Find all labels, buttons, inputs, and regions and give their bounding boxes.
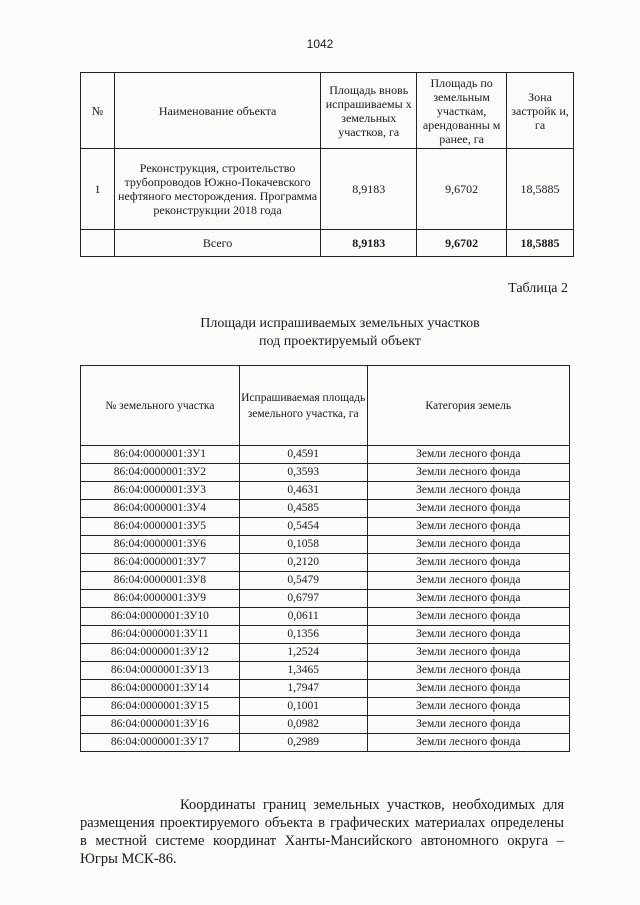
land-category: Земли лесного фонда <box>367 500 569 518</box>
plot-area: 0,1058 <box>239 536 367 554</box>
table-row <box>81 554 570 572</box>
zone-area: 18,5885 <box>507 149 574 230</box>
header-cell: Зона застройк и, га <box>507 73 574 149</box>
table-row <box>81 662 570 680</box>
coordinates-paragraph <box>80 796 564 868</box>
land-category: Земли лесного фонда <box>367 518 569 536</box>
plot-area: 0,2989 <box>239 734 367 752</box>
new-area: 8,9183 <box>321 149 417 230</box>
paragraph-text: Координаты границ земельных участков, необходимых для размещения проектируемого объекта в графических материалах определены в местной системе координат Ханты-Мансийского автономного округа – Югры МСК-86. <box>80 797 564 867</box>
table-row <box>81 572 570 590</box>
land-category: Земли лесного фонда <box>367 572 569 590</box>
table-header-row <box>81 73 574 149</box>
table-caption: Таблица 2 <box>508 281 568 296</box>
table-row <box>81 536 570 554</box>
plot-area: 0,3593 <box>239 464 367 482</box>
plot-number: 86:04:0000001:ЗУ1 <box>81 446 240 464</box>
table-title-line: Площади испрашиваемых земельных участков <box>200 316 480 331</box>
plot-number: 86:04:0000001:ЗУ10 <box>81 608 240 626</box>
header-cell: Площадь вновь испрашиваемы х земельных участков, га <box>321 73 417 149</box>
table-row <box>81 482 570 500</box>
plot-number: 86:04:0000001:ЗУ14 <box>81 680 240 698</box>
plot-area: 0,4631 <box>239 482 367 500</box>
land-category: Земли лесного фонда <box>367 626 569 644</box>
land-category: Земли лесного фонда <box>367 734 569 752</box>
row-number: 1 <box>81 149 115 230</box>
plot-area: 1,2524 <box>239 644 367 662</box>
table-row <box>81 590 570 608</box>
page-number: 1042 <box>306 37 334 51</box>
table-row <box>81 446 570 464</box>
table-title-line: под проектируемый объект <box>259 334 421 349</box>
land-category: Земли лесного фонда <box>367 590 569 608</box>
plot-area: 0,4585 <box>239 500 367 518</box>
land-category: Земли лесного фонда <box>367 446 569 464</box>
land-category: Земли лесного фонда <box>367 536 569 554</box>
header-cell: Наименование объекта <box>114 73 320 149</box>
table-row <box>81 500 570 518</box>
table-title <box>0 315 640 351</box>
table-row <box>81 464 570 482</box>
plot-area: 0,1001 <box>239 698 367 716</box>
plot-number: 86:04:0000001:ЗУ15 <box>81 698 240 716</box>
land-category: Земли лесного фонда <box>367 698 569 716</box>
plot-number: 86:04:0000001:ЗУ8 <box>81 572 240 590</box>
plot-number: 86:04:0000001:ЗУ16 <box>81 716 240 734</box>
plot-number: 86:04:0000001:ЗУ7 <box>81 554 240 572</box>
table-row <box>81 608 570 626</box>
plot-area: 0,5454 <box>239 518 367 536</box>
plot-number: 86:04:0000001:ЗУ5 <box>81 518 240 536</box>
table-header-row <box>81 366 570 446</box>
plot-area: 1,3465 <box>239 662 367 680</box>
total-leased-area: 9,6702 <box>417 230 507 257</box>
plot-number: 86:04:0000001:ЗУ17 <box>81 734 240 752</box>
land-category: Земли лесного фонда <box>367 482 569 500</box>
plot-area: 0,2120 <box>239 554 367 572</box>
plot-number: 86:04:0000001:ЗУ11 <box>81 626 240 644</box>
total-empty-cell <box>81 230 115 257</box>
header-cell: Площадь по земельным участкам, арендованны м ранее, га <box>417 73 507 149</box>
header-cell: № земельного участка <box>81 366 240 446</box>
plot-area: 0,1356 <box>239 626 367 644</box>
total-zone-area: 18,5885 <box>507 230 574 257</box>
header-cell: Испрашиваемая площадь земельного участка, га <box>239 366 367 446</box>
land-category: Земли лесного фонда <box>367 464 569 482</box>
objects-table <box>80 72 574 257</box>
plot-number: 86:04:0000001:ЗУ6 <box>81 536 240 554</box>
land-category: Земли лесного фонда <box>367 680 569 698</box>
plot-number: 86:04:0000001:ЗУ12 <box>81 644 240 662</box>
plot-number: 86:04:0000001:ЗУ9 <box>81 590 240 608</box>
land-category: Земли лесного фонда <box>367 662 569 680</box>
total-label: Всего <box>114 230 320 257</box>
header-cell: № <box>81 73 115 149</box>
total-row <box>81 230 574 257</box>
plot-number: 86:04:0000001:ЗУ2 <box>81 464 240 482</box>
land-plots-table <box>80 365 570 752</box>
plot-number: 86:04:0000001:ЗУ13 <box>81 662 240 680</box>
plot-area: 0,6797 <box>239 590 367 608</box>
land-category: Земли лесного фонда <box>367 716 569 734</box>
land-category: Земли лесного фонда <box>367 554 569 572</box>
plot-area: 0,5479 <box>239 572 367 590</box>
table-row <box>81 680 570 698</box>
plot-number: 86:04:0000001:ЗУ3 <box>81 482 240 500</box>
table-row <box>81 626 570 644</box>
land-category: Земли лесного фонда <box>367 608 569 626</box>
table-row <box>81 716 570 734</box>
total-new-area: 8,9183 <box>321 230 417 257</box>
object-name: Реконструкция, строительство трубопроводов Южно-Покачевского нефтяного месторождения. Программа реконструкции 2018 года <box>114 149 320 230</box>
plot-area: 0,0982 <box>239 716 367 734</box>
plot-area: 0,0611 <box>239 608 367 626</box>
table-row <box>81 734 570 752</box>
table-row <box>81 149 574 230</box>
plot-number: 86:04:0000001:ЗУ4 <box>81 500 240 518</box>
table-row <box>81 518 570 536</box>
header-cell: Категория земель <box>367 366 569 446</box>
plot-area: 0,4591 <box>239 446 367 464</box>
leased-area: 9,6702 <box>417 149 507 230</box>
land-category: Земли лесного фонда <box>367 644 569 662</box>
table-row <box>81 698 570 716</box>
table-row <box>81 644 570 662</box>
plot-area: 1,7947 <box>239 680 367 698</box>
